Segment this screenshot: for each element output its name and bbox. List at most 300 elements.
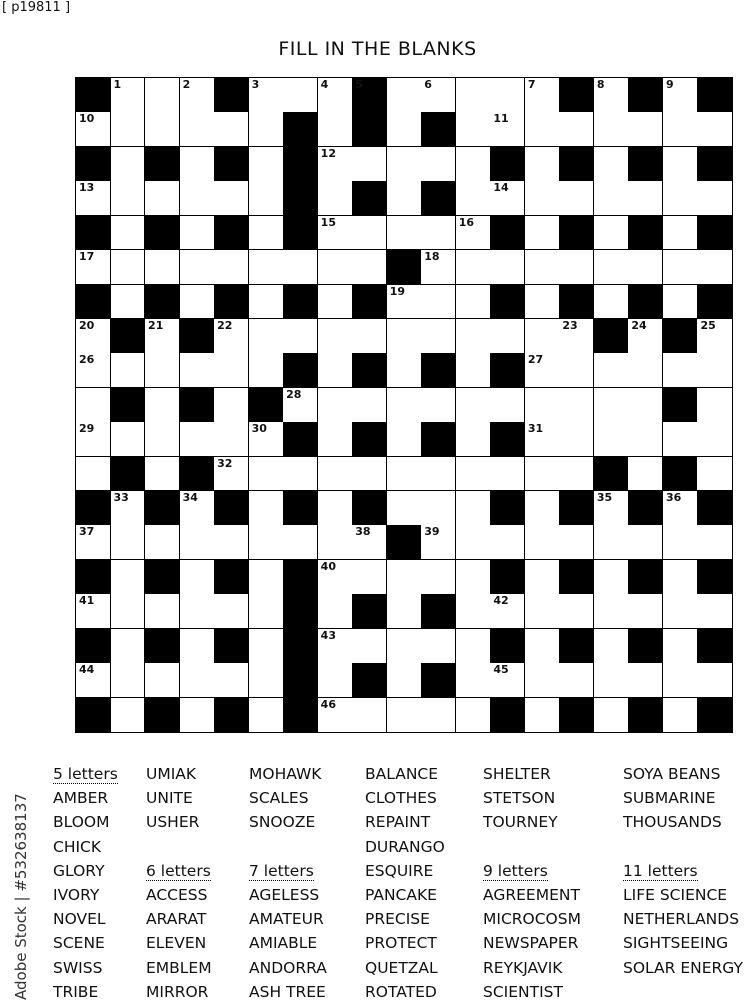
grid-cell[interactable]: [663, 78, 698, 113]
grid-cell[interactable]: [663, 147, 698, 182]
grid-cell[interactable]: [214, 594, 249, 629]
grid-cell[interactable]: [145, 319, 180, 354]
grid-cell[interactable]: [249, 560, 284, 595]
grid-cell[interactable]: [456, 457, 491, 492]
grid-cell[interactable]: [180, 181, 215, 216]
word-length-heading: 9 letters: [483, 861, 548, 880]
grid-cell[interactable]: [76, 457, 111, 492]
grid-cell[interactable]: [456, 491, 491, 526]
grid-cell[interactable]: [594, 216, 629, 251]
grid-cell[interactable]: [456, 525, 491, 560]
grid-cell[interactable]: [421, 216, 456, 251]
grid-cell[interactable]: [249, 250, 284, 285]
grid-block-cell: [697, 285, 732, 320]
grid-cell[interactable]: [352, 216, 387, 251]
grid-cell[interactable]: [111, 250, 146, 285]
grid-cell[interactable]: [180, 285, 215, 320]
grid-cell[interactable]: [490, 250, 525, 285]
clue-number: 17: [79, 250, 95, 264]
grid-cell[interactable]: [421, 250, 456, 285]
grid-cell[interactable]: [318, 594, 353, 629]
grid-cell[interactable]: [283, 319, 318, 354]
grid-cell[interactable]: [111, 663, 146, 698]
grid-cell[interactable]: [628, 112, 663, 147]
grid-cell[interactable]: [76, 388, 111, 423]
grid-cell[interactable]: [111, 594, 146, 629]
grid-cell[interactable]: [387, 457, 422, 492]
grid-cell[interactable]: [456, 78, 491, 113]
grid-cell[interactable]: [76, 181, 111, 216]
grid-cell[interactable]: [594, 663, 629, 698]
grid-cell[interactable]: [490, 388, 525, 423]
grid-cell[interactable]: [249, 629, 284, 664]
grid-cell[interactable]: [352, 250, 387, 285]
grid-cell[interactable]: [145, 663, 180, 698]
grid-cell[interactable]: [559, 112, 594, 147]
grid-cell[interactable]: [180, 491, 215, 526]
grid-block-cell: [628, 491, 663, 526]
grid-cell[interactable]: [525, 285, 560, 320]
grid-cell[interactable]: [525, 491, 560, 526]
grid-cell[interactable]: [180, 216, 215, 251]
grid-cell[interactable]: [525, 250, 560, 285]
grid-cell[interactable]: [111, 353, 146, 388]
grid-cell[interactable]: [490, 594, 525, 629]
grid-cell[interactable]: [525, 319, 560, 354]
grid-cell[interactable]: [249, 698, 284, 733]
grid-cell[interactable]: [456, 216, 491, 251]
grid-cell[interactable]: [628, 388, 663, 423]
grid-cell[interactable]: [214, 663, 249, 698]
grid-cell[interactable]: [76, 319, 111, 354]
grid-cell[interactable]: [318, 663, 353, 698]
grid-cell[interactable]: [490, 663, 525, 698]
grid-cell[interactable]: [525, 663, 560, 698]
grid-cell[interactable]: [145, 112, 180, 147]
grid-cell[interactable]: [76, 112, 111, 147]
grid-cell[interactable]: [525, 457, 560, 492]
grid-block-cell: [214, 216, 249, 251]
grid-cell[interactable]: [628, 181, 663, 216]
grid-cell[interactable]: [76, 250, 111, 285]
grid-cell[interactable]: [697, 181, 732, 216]
grid-cell[interactable]: [628, 422, 663, 457]
grid-cell[interactable]: [525, 216, 560, 251]
grid-cell[interactable]: [145, 353, 180, 388]
grid-block-cell: [559, 698, 594, 733]
grid-cell[interactable]: [594, 353, 629, 388]
grid-cell[interactable]: [283, 78, 318, 113]
grid-cell[interactable]: [145, 250, 180, 285]
grid-cell[interactable]: [594, 491, 629, 526]
grid-cell[interactable]: [318, 491, 353, 526]
grid-cell[interactable]: [352, 560, 387, 595]
grid-cell[interactable]: [76, 525, 111, 560]
grid-cell[interactable]: [559, 457, 594, 492]
grid-cell[interactable]: [663, 629, 698, 664]
grid-cell[interactable]: [180, 147, 215, 182]
grid-cell[interactable]: [663, 663, 698, 698]
grid-cell[interactable]: [559, 250, 594, 285]
grid-cell[interactable]: [111, 525, 146, 560]
grid-cell[interactable]: [594, 422, 629, 457]
grid-cell[interactable]: [318, 560, 353, 595]
grid-cell[interactable]: [145, 181, 180, 216]
grid-cell[interactable]: [318, 216, 353, 251]
grid-cell[interactable]: [525, 147, 560, 182]
grid-cell[interactable]: [456, 319, 491, 354]
grid-cell[interactable]: [594, 78, 629, 113]
grid-cell[interactable]: [111, 78, 146, 113]
grid-cell[interactable]: [283, 388, 318, 423]
grid-cell[interactable]: [249, 285, 284, 320]
grid-cell[interactable]: [352, 698, 387, 733]
grid-block-cell: [559, 560, 594, 595]
grid-cell[interactable]: [318, 457, 353, 492]
grid-cell[interactable]: [697, 457, 732, 492]
grid-cell[interactable]: [421, 457, 456, 492]
grid-cell[interactable]: [180, 594, 215, 629]
grid-cell[interactable]: [111, 422, 146, 457]
grid-cell[interactable]: [387, 181, 422, 216]
grid-block-cell: [283, 181, 318, 216]
grid-cell[interactable]: [456, 353, 491, 388]
grid-cell[interactable]: [559, 319, 594, 354]
grid-cell[interactable]: [352, 457, 387, 492]
word-entry: BALANCE: [365, 765, 439, 783]
grid-cell[interactable]: [697, 112, 732, 147]
grid-cell[interactable]: [456, 388, 491, 423]
grid-cell[interactable]: [663, 698, 698, 733]
grid-cell[interactable]: [387, 112, 422, 147]
grid-block-cell: [421, 422, 456, 457]
grid-cell[interactable]: [249, 216, 284, 251]
grid-cell[interactable]: [525, 525, 560, 560]
grid-block-cell: [145, 285, 180, 320]
word-entry: UNITE: [146, 789, 193, 808]
grid-cell[interactable]: [628, 250, 663, 285]
grid-cell[interactable]: [490, 112, 525, 147]
grid-cell[interactable]: [145, 457, 180, 492]
grid-cell[interactable]: [421, 285, 456, 320]
grid-cell[interactable]: [214, 112, 249, 147]
grid-cell[interactable]: [628, 457, 663, 492]
grid-cell[interactable]: [318, 388, 353, 423]
clue-number: 39: [424, 525, 440, 539]
grid-cell[interactable]: [594, 250, 629, 285]
grid-cell[interactable]: [180, 629, 215, 664]
clue-number: 32: [217, 456, 233, 470]
grid-cell[interactable]: [697, 388, 732, 423]
grid-cell[interactable]: [352, 525, 387, 560]
grid-cell[interactable]: [76, 353, 111, 388]
grid-cell[interactable]: [421, 147, 456, 182]
grid-cell[interactable]: [525, 560, 560, 595]
grid-cell[interactable]: [421, 698, 456, 733]
grid-cell[interactable]: [145, 525, 180, 560]
grid-cell[interactable]: [249, 78, 284, 113]
grid-cell[interactable]: [421, 388, 456, 423]
grid-cell[interactable]: [318, 112, 353, 147]
grid-cell[interactable]: [663, 216, 698, 251]
grid-cell[interactable]: [387, 422, 422, 457]
grid-cell[interactable]: [387, 594, 422, 629]
grid-cell[interactable]: [663, 353, 698, 388]
grid-cell[interactable]: [594, 112, 629, 147]
grid-cell[interactable]: [697, 525, 732, 560]
grid-cell[interactable]: [387, 216, 422, 251]
grid-cell[interactable]: [352, 388, 387, 423]
grid-cell[interactable]: [387, 78, 422, 113]
grid-cell[interactable]: [490, 319, 525, 354]
grid-block-cell: [76, 147, 111, 182]
grid-cell[interactable]: [111, 112, 146, 147]
grid-cell[interactable]: [111, 629, 146, 664]
grid-cell[interactable]: [214, 525, 249, 560]
grid-cell[interactable]: [663, 491, 698, 526]
grid-block-cell: [352, 78, 387, 113]
grid-cell[interactable]: [594, 594, 629, 629]
grid-cell[interactable]: [180, 78, 215, 113]
grid-cell[interactable]: [214, 181, 249, 216]
grid-cell[interactable]: [111, 147, 146, 182]
word-entry: ACCESS: [146, 886, 208, 904]
grid-cell[interactable]: [249, 181, 284, 216]
grid-cell[interactable]: [249, 594, 284, 629]
grid-cell[interactable]: [387, 698, 422, 733]
grid-cell[interactable]: [559, 353, 594, 388]
clue-number: 29: [79, 422, 95, 436]
clue-number: 26: [79, 353, 95, 367]
grid-cell[interactable]: [421, 78, 456, 113]
word-length-heading: 7 letters: [249, 861, 314, 880]
grid-cell[interactable]: [249, 319, 284, 354]
grid-cell[interactable]: [525, 422, 560, 457]
grid-cell[interactable]: [387, 629, 422, 664]
grid-cell[interactable]: [525, 388, 560, 423]
grid-cell[interactable]: [249, 663, 284, 698]
grid-cell[interactable]: [283, 457, 318, 492]
grid-cell[interactable]: [249, 422, 284, 457]
grid-cell[interactable]: [456, 112, 491, 147]
word-entry: PRECISE: [365, 910, 430, 929]
grid-cell[interactable]: [421, 491, 456, 526]
grid-cell[interactable]: [525, 594, 560, 629]
grid-cell[interactable]: [663, 285, 698, 320]
grid-cell[interactable]: [180, 698, 215, 733]
grid-cell[interactable]: [283, 525, 318, 560]
grid-cell[interactable]: [559, 181, 594, 216]
grid-cell[interactable]: [318, 285, 353, 320]
grid-cell[interactable]: [180, 525, 215, 560]
grid-cell[interactable]: [180, 422, 215, 457]
grid-cell[interactable]: [180, 112, 215, 147]
clue-number: 38: [355, 525, 371, 539]
grid-cell[interactable]: [456, 422, 491, 457]
grid-cell[interactable]: [628, 525, 663, 560]
grid-cell[interactable]: [421, 629, 456, 664]
grid-cell[interactable]: [180, 663, 215, 698]
grid-cell[interactable]: [594, 388, 629, 423]
grid-cell[interactable]: [697, 663, 732, 698]
grid-cell[interactable]: [559, 388, 594, 423]
grid-cell[interactable]: [663, 422, 698, 457]
grid-cell[interactable]: [145, 422, 180, 457]
grid-cell[interactable]: [352, 319, 387, 354]
grid-cell[interactable]: [76, 594, 111, 629]
grid-cell[interactable]: [594, 560, 629, 595]
grid-cell[interactable]: [214, 388, 249, 423]
grid-cell[interactable]: [525, 629, 560, 664]
grid-cell[interactable]: [249, 525, 284, 560]
grid-cell[interactable]: [214, 250, 249, 285]
stock-credit: Adobe Stock | #532638137: [12, 793, 30, 1000]
grid-cell[interactable]: [214, 353, 249, 388]
grid-cell[interactable]: [318, 181, 353, 216]
grid-cell[interactable]: [456, 629, 491, 664]
grid-cell[interactable]: [111, 181, 146, 216]
grid-cell[interactable]: [628, 319, 663, 354]
grid-cell[interactable]: [628, 663, 663, 698]
grid-cell[interactable]: [387, 388, 422, 423]
grid-cell[interactable]: [594, 181, 629, 216]
grid-cell[interactable]: [456, 285, 491, 320]
grid-cell[interactable]: [421, 560, 456, 595]
grid-cell[interactable]: [111, 698, 146, 733]
grid-cell[interactable]: [249, 353, 284, 388]
grid-cell[interactable]: [456, 560, 491, 595]
grid-cell[interactable]: [525, 181, 560, 216]
grid-block-cell: [387, 250, 422, 285]
grid-cell[interactable]: [663, 560, 698, 595]
grid-cell[interactable]: [318, 525, 353, 560]
grid-block-cell: [214, 147, 249, 182]
grid-cell[interactable]: [421, 319, 456, 354]
grid-cell[interactable]: [559, 594, 594, 629]
grid-cell[interactable]: [697, 594, 732, 629]
grid-block-cell: [214, 78, 249, 113]
grid-cell[interactable]: [318, 147, 353, 182]
grid-block-cell: [697, 560, 732, 595]
grid-cell[interactable]: [249, 457, 284, 492]
grid-cell[interactable]: [352, 629, 387, 664]
grid-block-cell: [283, 422, 318, 457]
grid-cell[interactable]: [249, 147, 284, 182]
grid-cell[interactable]: [456, 698, 491, 733]
grid-cell[interactable]: [456, 250, 491, 285]
grid-cell[interactable]: [559, 663, 594, 698]
grid-cell[interactable]: [525, 353, 560, 388]
grid-block-cell: [628, 560, 663, 595]
grid-cell[interactable]: [318, 422, 353, 457]
grid-cell[interactable]: [387, 560, 422, 595]
grid-cell[interactable]: [490, 181, 525, 216]
grid-cell[interactable]: [559, 525, 594, 560]
grid-cell[interactable]: [214, 319, 249, 354]
grid-cell[interactable]: [559, 422, 594, 457]
grid-cell[interactable]: [594, 698, 629, 733]
grid-cell[interactable]: [318, 629, 353, 664]
grid-cell[interactable]: [456, 663, 491, 698]
grid-cell[interactable]: [387, 353, 422, 388]
grid-cell[interactable]: [145, 594, 180, 629]
grid-cell[interactable]: [697, 250, 732, 285]
grid-cell[interactable]: [456, 181, 491, 216]
grid-cell[interactable]: [76, 422, 111, 457]
word-entry: EMBLEM: [146, 958, 212, 977]
grid-cell[interactable]: [663, 594, 698, 629]
grid-cell[interactable]: [387, 319, 422, 354]
grid-cell[interactable]: [214, 457, 249, 492]
grid-cell[interactable]: [456, 594, 491, 629]
grid-cell[interactable]: [697, 319, 732, 354]
grid-cell[interactable]: [387, 147, 422, 182]
grid-cell[interactable]: [594, 285, 629, 320]
grid-cell[interactable]: [111, 560, 146, 595]
grid-cell[interactable]: [111, 491, 146, 526]
grid-block-cell: [283, 491, 318, 526]
grid-cell[interactable]: [180, 250, 215, 285]
grid-block-cell: [628, 78, 663, 113]
grid-cell[interactable]: [663, 250, 698, 285]
grid-cell[interactable]: [525, 78, 560, 113]
grid-cell[interactable]: [490, 525, 525, 560]
grid-cell[interactable]: [628, 353, 663, 388]
grid-cell[interactable]: [697, 422, 732, 457]
grid-cell[interactable]: [387, 491, 422, 526]
grid-cell[interactable]: [663, 112, 698, 147]
clue-number: 44: [79, 663, 95, 677]
grid-cell[interactable]: [145, 388, 180, 423]
grid-cell[interactable]: [663, 525, 698, 560]
grid-cell[interactable]: [180, 560, 215, 595]
grid-cell[interactable]: [594, 629, 629, 664]
word-entry: SCIENTIST: [483, 982, 563, 1001]
grid-cell[interactable]: [318, 250, 353, 285]
grid-cell[interactable]: [594, 147, 629, 182]
grid-cell[interactable]: [490, 78, 525, 113]
grid-cell[interactable]: [421, 525, 456, 560]
grid-cell[interactable]: [76, 663, 111, 698]
grid-cell[interactable]: [318, 319, 353, 354]
grid-cell[interactable]: [628, 594, 663, 629]
word-entry: PANCAKE: [365, 886, 437, 905]
grid-cell[interactable]: [456, 147, 491, 182]
grid-cell[interactable]: [387, 663, 422, 698]
grid-cell[interactable]: [214, 422, 249, 457]
grid-block-cell: [180, 457, 215, 492]
grid-block-cell: [214, 698, 249, 733]
grid-cell[interactable]: [318, 353, 353, 388]
grid-cell[interactable]: [525, 698, 560, 733]
grid-cell[interactable]: [387, 285, 422, 320]
grid-cell[interactable]: [318, 78, 353, 113]
grid-cell[interactable]: [594, 525, 629, 560]
grid-cell[interactable]: [697, 353, 732, 388]
grid-cell[interactable]: [145, 78, 180, 113]
grid-cell[interactable]: [490, 457, 525, 492]
grid-cell[interactable]: [352, 147, 387, 182]
grid-cell[interactable]: [663, 181, 698, 216]
grid-cell[interactable]: [180, 353, 215, 388]
grid-cell[interactable]: [318, 698, 353, 733]
grid-cell[interactable]: [283, 250, 318, 285]
grid-cell[interactable]: [525, 112, 560, 147]
grid-cell[interactable]: [249, 112, 284, 147]
grid-cell[interactable]: [249, 491, 284, 526]
grid-cell[interactable]: [111, 285, 146, 320]
grid-cell[interactable]: [111, 216, 146, 251]
